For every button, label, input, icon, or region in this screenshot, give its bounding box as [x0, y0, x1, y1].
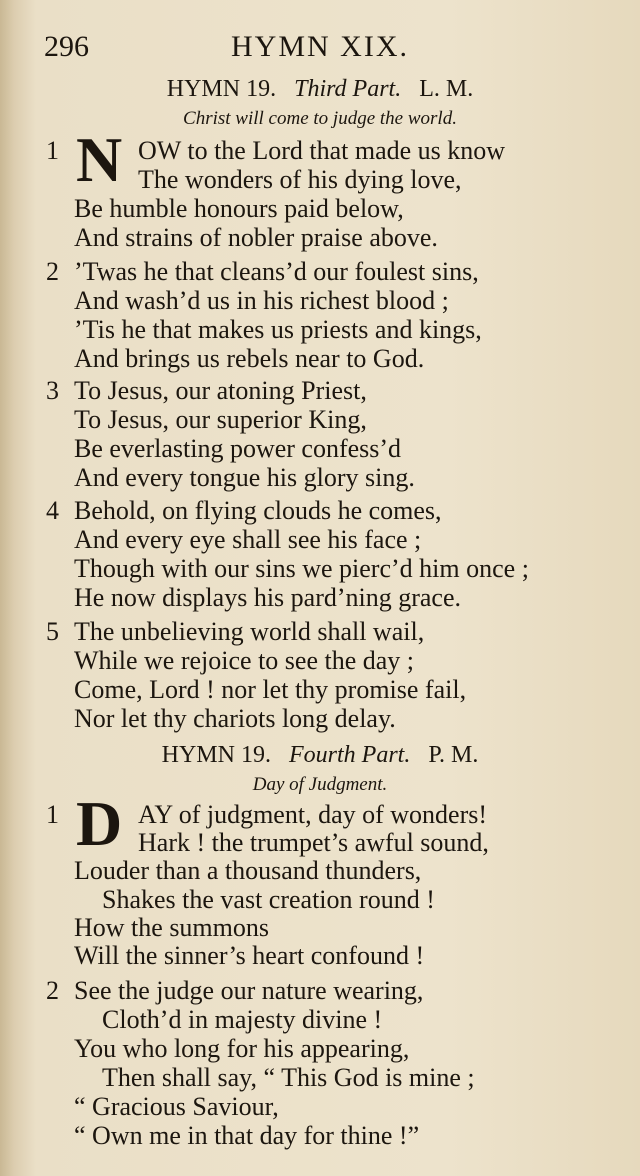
- verse-line: OW to the Lord that made us know: [138, 136, 506, 165]
- verse-line: Though with our sins we pierc’d him once ;: [74, 554, 529, 583]
- stanza-number: 1: [46, 800, 59, 829]
- verse-line: And brings us rebels near to God.: [74, 344, 425, 373]
- hymn-subtitle: Christ will come to judge the world.: [183, 108, 457, 129]
- verse-line: ’Twas he that cleans’d our foulest sins,: [74, 257, 479, 286]
- verse-line: Come, Lord ! nor let thy promise fail,: [74, 675, 467, 704]
- page-header: [0, 30, 640, 70]
- verse-line: See the judge our nature wearing,: [74, 976, 424, 1005]
- hymn-meter: L. M.: [419, 76, 474, 102]
- hymn-part: Third Part.: [294, 76, 402, 102]
- hymn-heading-fourth-part: [0, 742, 640, 769]
- verse-line: And every tongue his glory sing.: [74, 463, 415, 492]
- verse-line: And strains of nobler praise above.: [74, 223, 438, 252]
- hymn-subtitle: Day of Judgment.: [252, 774, 388, 795]
- verse-line: “ Own me in that day for thine !”: [74, 1121, 420, 1150]
- verse-line: The wonders of his dying love,: [138, 165, 462, 194]
- verse-line: ’Tis he that makes us priests and kings,: [74, 315, 482, 344]
- verse-line: And every eye shall see his face ;: [74, 525, 422, 554]
- verse-line: Nor let thy chariots long delay.: [74, 704, 396, 733]
- stanza-number: 1: [46, 136, 59, 165]
- running-title: HYMN XIX.: [231, 30, 409, 63]
- drop-cap: N: [76, 124, 123, 195]
- verse-line: “ Gracious Saviour,: [74, 1092, 279, 1121]
- hymn-heading-third-part: [0, 76, 640, 103]
- verse-line: The unbelieving world shall wail,: [74, 617, 425, 646]
- verse-line: Be humble honours paid below,: [74, 194, 404, 223]
- hymn-meter: P. M.: [428, 742, 479, 768]
- verse-line: AY of judgment, day of wonders!: [138, 800, 488, 829]
- verse-line: You who long for his appearing,: [74, 1034, 410, 1063]
- verse-line: To Jesus, our superior King,: [74, 405, 367, 434]
- verse-line: Cloth’d in majesty divine !: [102, 1005, 383, 1034]
- verse-line: Then shall say, “ This God is mine ;: [102, 1063, 475, 1092]
- verse-line: And wash’d us in his richest blood ;: [74, 286, 449, 315]
- verse-line: Will the sinner’s heart confound !: [74, 941, 425, 970]
- stanza-number: 2: [46, 257, 59, 286]
- verse-line: Be everlasting power confess’d: [74, 434, 402, 463]
- page-number: 296: [44, 30, 89, 63]
- verse-line: How the summons: [74, 913, 269, 942]
- stanza-number: 5: [46, 617, 59, 646]
- stanza-number: 2: [46, 976, 59, 1005]
- verse-line: Hark ! the trumpet’s awful sound,: [138, 828, 489, 857]
- verse-line: Louder than a thousand thunders,: [74, 856, 422, 885]
- verse-line: To Jesus, our atoning Priest,: [74, 376, 367, 405]
- verse-line: Behold, on flying clouds he comes,: [74, 496, 442, 525]
- verse-line: While we rejoice to see the day ;: [74, 646, 415, 675]
- verse-line: He now displays his pard’ning grace.: [74, 583, 462, 612]
- hymn-part: Fourth Part.: [288, 742, 411, 768]
- hymn-number: HYMN 19.: [166, 76, 277, 102]
- hymn-number: HYMN 19.: [161, 742, 271, 768]
- verse-line: Shakes the vast creation round !: [102, 885, 435, 914]
- drop-cap: D: [76, 788, 123, 859]
- stanza-number: 3: [46, 376, 59, 405]
- stanza-number: 4: [46, 496, 59, 525]
